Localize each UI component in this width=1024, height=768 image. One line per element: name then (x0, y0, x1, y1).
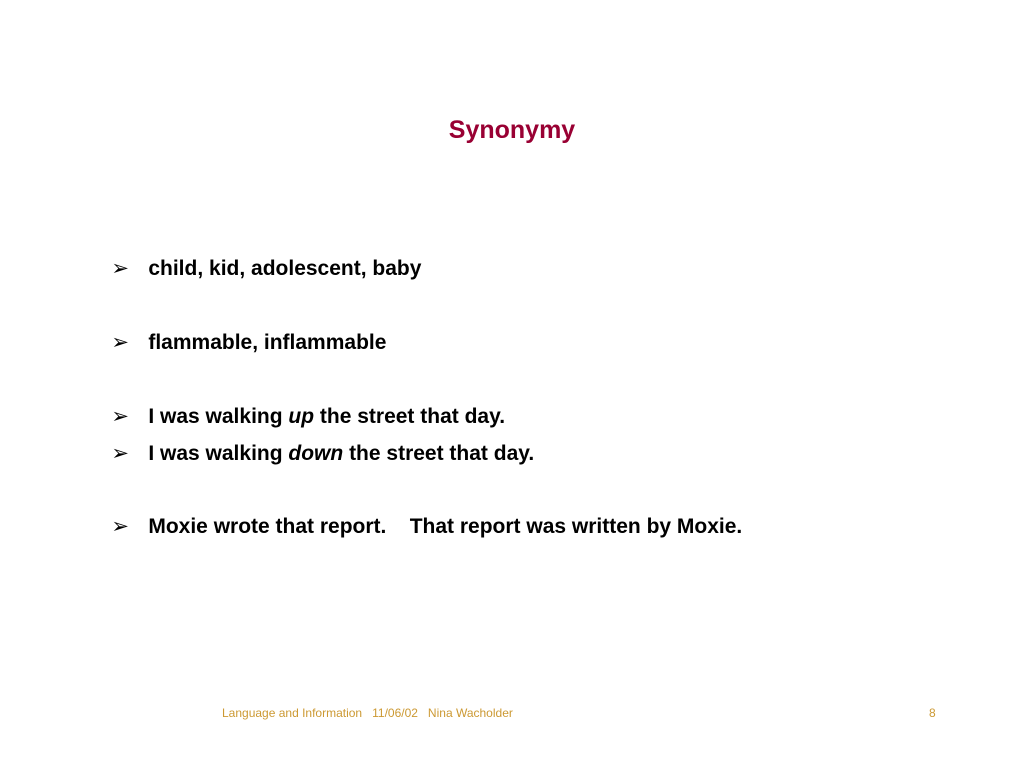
bullet-text: Moxie wrote that report. That report was written by Moxie. (148, 515, 743, 538)
footer-info: Language and Information 11/06/02 Nina Wacholder (222, 706, 513, 720)
bullet-text-italic: down (288, 442, 344, 465)
bullet-item (88, 304, 386, 382)
arrow-bullet-icon: ➢ (111, 405, 129, 428)
arrow-bullet-icon: ➢ (111, 331, 129, 354)
bullet-text-before: I was walking (148, 405, 289, 428)
page-number: 8 (929, 706, 936, 720)
bullet-item (88, 415, 534, 493)
arrow-bullet-icon: ➢ (111, 515, 129, 538)
bullet-text-after: the street that day. (343, 442, 535, 465)
bullet-text-after: the street that day. (314, 405, 506, 428)
bullet-text: child, kid, adolescent, baby (148, 257, 422, 280)
bullet-text-before: I was walking (148, 442, 289, 465)
arrow-bullet-icon: ➢ (111, 257, 129, 280)
bullet-item (88, 230, 421, 308)
bullet-item (88, 488, 742, 566)
slide-title: Synonymy (448, 116, 576, 144)
arrow-bullet-icon: ➢ (111, 442, 129, 465)
bullet-text-italic: up (288, 405, 315, 428)
bullet-text: flammable, inflammable (148, 331, 387, 354)
